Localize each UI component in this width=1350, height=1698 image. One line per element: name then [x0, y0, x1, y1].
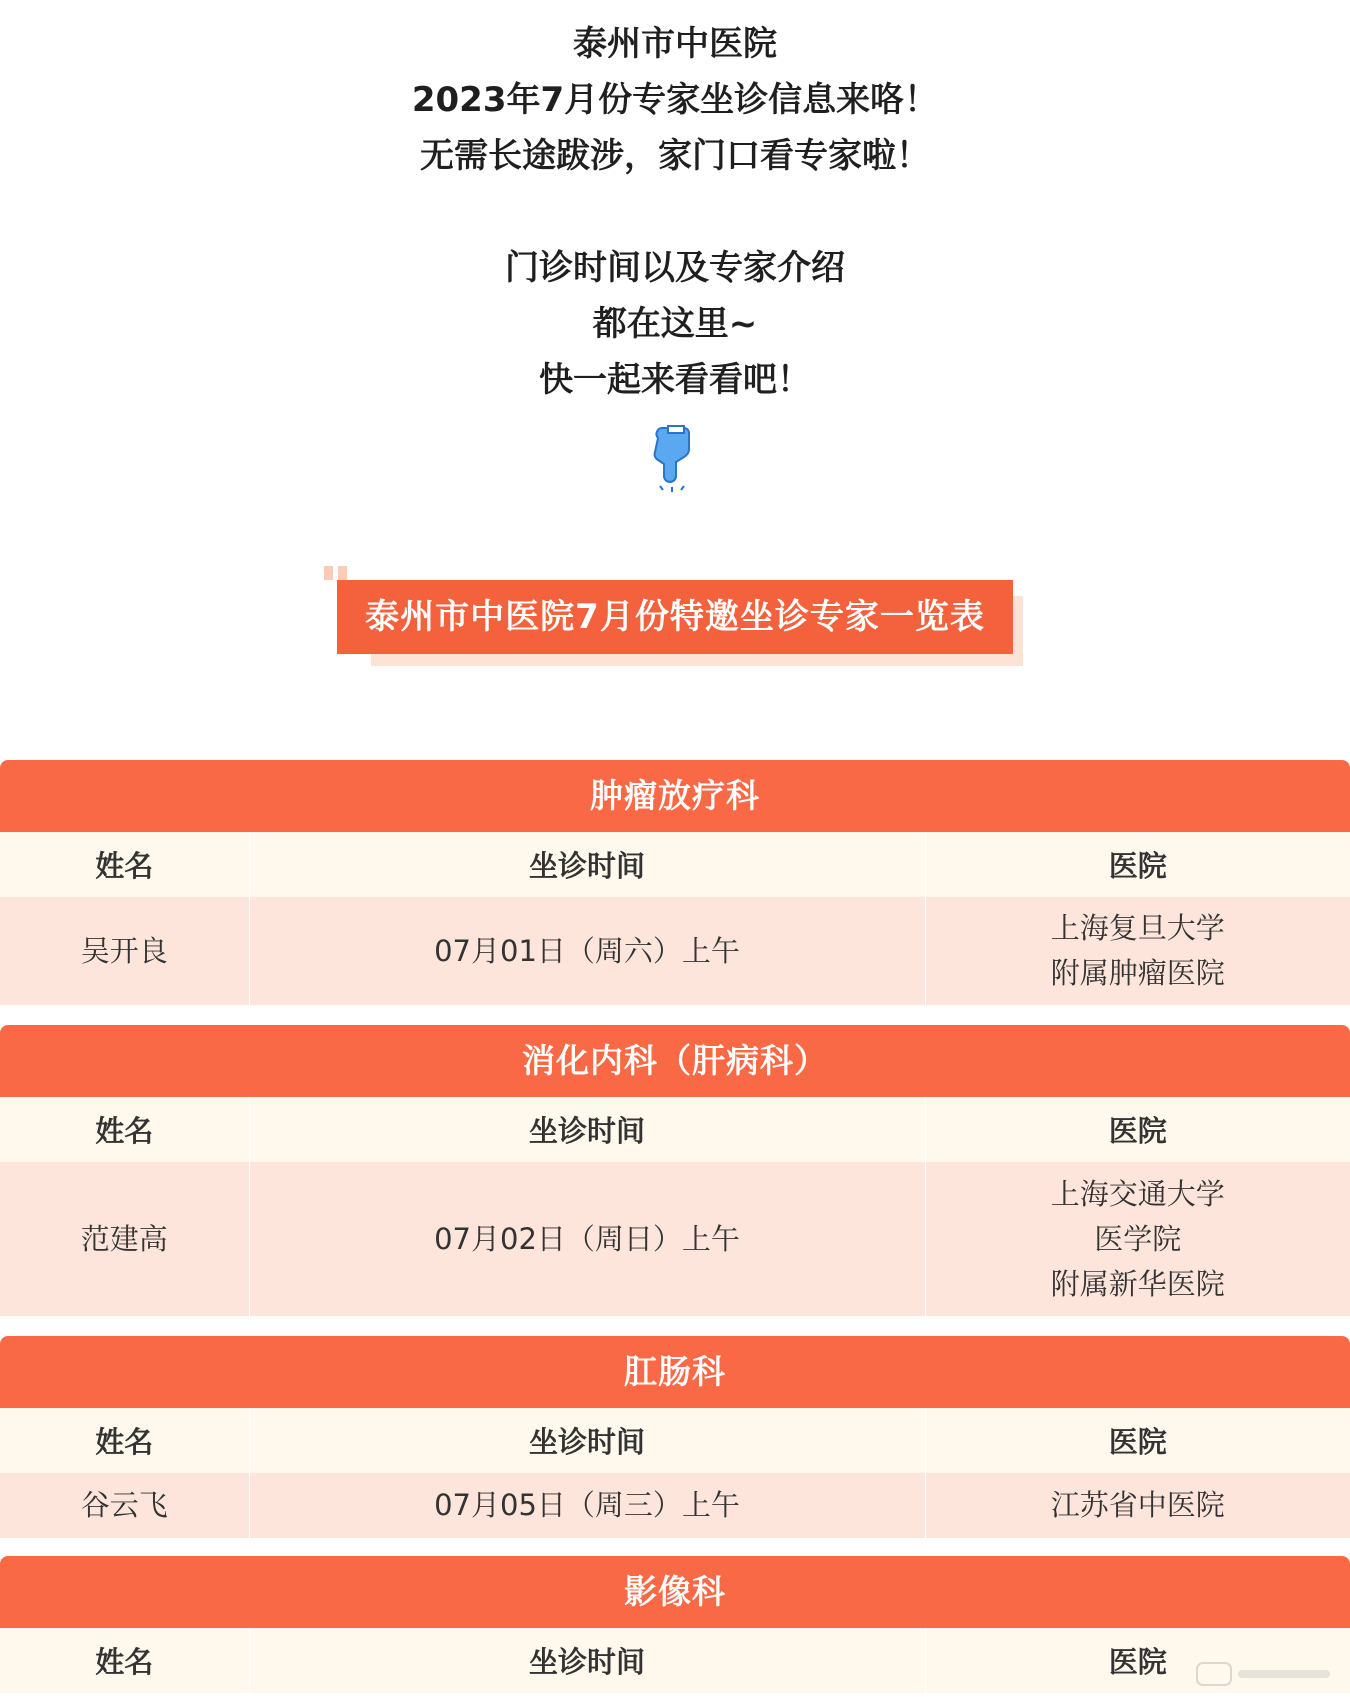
- schedule-table: [0, 1628, 1350, 1693]
- watermark-logo: [1196, 1660, 1336, 1688]
- doctor-name: 范建高: [0, 1162, 249, 1316]
- department-section-anorectal: [0, 1336, 1350, 1538]
- doctor-name: 谷云飞: [0, 1473, 249, 1538]
- clinic-time: 07月05日（周三）上午: [249, 1473, 925, 1538]
- hospital-line: 江苏省中医院: [1050, 1488, 1225, 1522]
- column-header-hospital: 医院: [925, 1408, 1350, 1473]
- department-title: 消化内科（肝病科）: [0, 1025, 1350, 1097]
- table-row: [0, 897, 1350, 1005]
- column-header-name: 姓名: [0, 1097, 249, 1162]
- hand-pointing-down-icon: [640, 418, 710, 498]
- hospital-line: 上海交通大学: [1050, 1176, 1225, 1211]
- table-header-row: [0, 1408, 1350, 1473]
- intro-subheading: 门诊时间以及专家介绍: [505, 248, 845, 288]
- schedule-title-banner: [322, 564, 1028, 668]
- department-title: 影像科: [0, 1556, 1350, 1628]
- table-header-row: [0, 1628, 1350, 1693]
- doctor-name: 吴开良: [0, 897, 249, 1005]
- column-header-name: 姓名: [0, 1408, 249, 1473]
- department-title: 肿瘤放疗科: [0, 760, 1350, 832]
- column-header-hospital: 医院: [925, 832, 1350, 897]
- column-header-time: 坐诊时间: [249, 1097, 925, 1162]
- column-header-hospital: 医院: [925, 1097, 1350, 1162]
- clinic-time: 07月02日（周日）上午: [249, 1162, 925, 1316]
- department-title: 肛肠科: [0, 1336, 1350, 1408]
- column-header-name: 姓名: [0, 1628, 249, 1693]
- intro-text: [0, 16, 1350, 408]
- table-row: [0, 1162, 1350, 1316]
- intro-announcement: 2023年7月份专家坐诊信息来咯！: [411, 80, 939, 120]
- column-header-time: 坐诊时间: [249, 1408, 925, 1473]
- column-header-hospital: 医院: [925, 1628, 1350, 1693]
- hospital-name: [925, 1473, 1350, 1538]
- schedule-table: [0, 1408, 1350, 1538]
- intro-hospital-name: 泰州市中医院: [573, 24, 777, 64]
- hospital-line: 附属新华医院: [1050, 1266, 1225, 1301]
- clinic-time: 07月01日（周六）上午: [249, 897, 925, 1005]
- column-header-time: 坐诊时间: [249, 832, 925, 897]
- hospital-name: [925, 897, 1350, 1005]
- intro-subheading-2: 都在这里~: [592, 304, 758, 344]
- hospital-line: 附属肿瘤医院: [1050, 956, 1225, 990]
- schedule-table: [0, 832, 1350, 1005]
- hospital-line: 医学院: [1094, 1221, 1182, 1256]
- column-header-time: 坐诊时间: [249, 1628, 925, 1693]
- hospital-line: 上海复旦大学: [1050, 911, 1225, 945]
- hospital-name: [925, 1162, 1350, 1316]
- banner-title: 泰州市中医院7月份特邀坐诊专家一览表: [337, 580, 1013, 654]
- schedule-table: [0, 1097, 1350, 1316]
- table-header-row: [0, 1097, 1350, 1162]
- department-section-oncology-radiotherapy: [0, 760, 1350, 1005]
- table-header-row: [0, 832, 1350, 897]
- department-section-imaging: [0, 1556, 1350, 1693]
- table-row: [0, 1473, 1350, 1538]
- intro-tagline: 无需长途跋涉，家门口看专家啦！: [420, 136, 930, 176]
- intro-call-to-action: 快一起来看看吧！: [539, 360, 811, 400]
- department-section-gastroenterology: [0, 1025, 1350, 1316]
- column-header-name: 姓名: [0, 832, 249, 897]
